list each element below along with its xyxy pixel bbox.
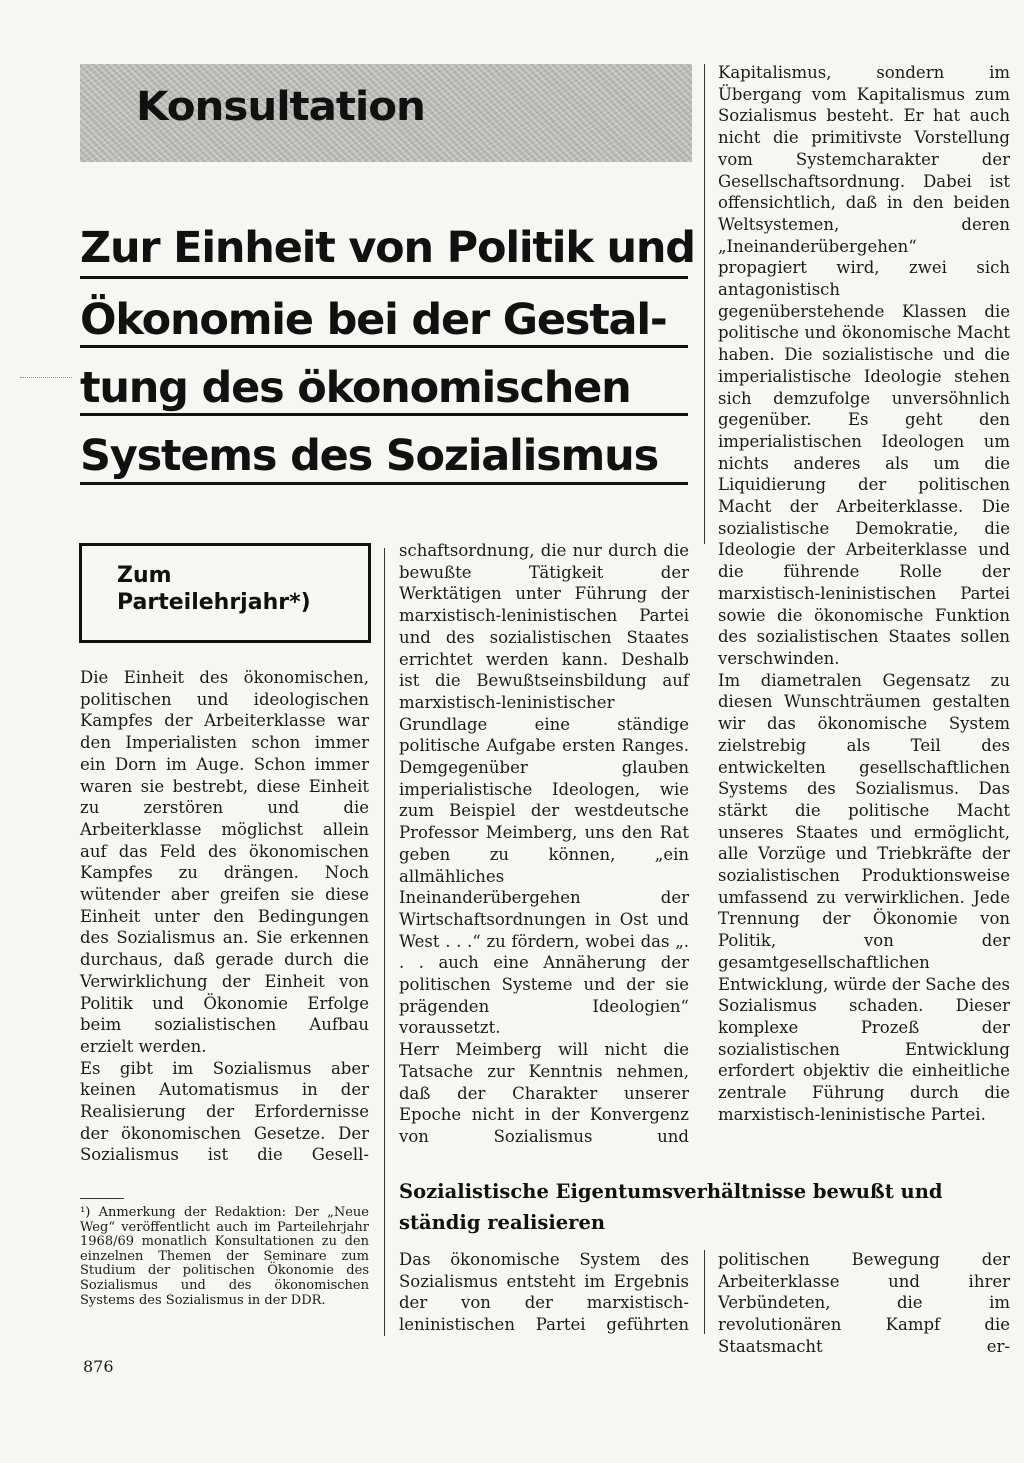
paragraph: Das ökonomische System des Sozialismus entsteht im Ergebnis der von der marxistisch-leninistischen Partei geführten xyxy=(399,1250,689,1335)
page-number: 876 xyxy=(83,1357,114,1376)
paragraph: Im diametralen Gegensatz zu diesen Wunschträumen gestalten wir das ökonomische System zielstrebig als Teil des entwickelten gesellschaftlichen Systems des Sozialismus. Das stärkt die politische Macht unseres Staates und ermöglicht, alle Vorzüge und Triebkräfte der sozialistischen Produktionsweise umfassend zu verwirklichen. Jede Trennung der Ökonomie von Politik, von der gesamtgesellschaftlichen Entwicklung, würde der Sache des Sozialismus schaden. Dieser komplexe Prozeß der sozialistischen Entwicklung erfordert objektiv die einheitliche zentrale Führung durch die marxistisch-leninistische Partei. xyxy=(718,670,1011,1124)
paragraph: schaftsordnung, die nur durch die bewußte Tätigkeit der Werktätigen unter Führung der marxistisch-leninistischen Partei und des sozialistischen Staates errichtet werden kann. Deshalb ist die Bewußtseinsbildung auf marxistisch-leninistischer Grundlage eine ständige politische Aufgabe ersten Ranges. Demgegenüber glauben imperialistische Ideologen, wie zum Beispiel der westdeutsche Professor Meimberg, uns den Rat geben zu können, „ein allmähliches Ineinanderübergehen der Wirtschaftsordnungen in Ost und West . . .“ zu fördern, wobei das „. . . auch eine Annäherung der politischen Systeme und der sie prägenden Ideologien“ voraussetzt. xyxy=(399,541,689,1038)
margin-mark xyxy=(20,377,72,378)
paragraph: Kapitalismus, sondern im Übergang vom Kapitalismus zum Sozialismus besteht. Er hat auch nicht die primitivste Vorstellung vom Systemcharakter der Gesellschaftsordnung. Dabei ist offensichtlich, daß in den beiden Weltsystemen, deren „Ineinanderübergehen“ propagiert wird, zwei sich antagonistisch gegenüberstehende Klassen die politische und ökonomische Macht haben. Die sozialistische und die imperialistische Ideologie stehen sich demzufolge unversöhnlich gegenüber. Es geht den imperialistischen Ideologen um nichts anderes als um die Liquidierung der politischen Macht der Arbeiterklasse. Die sozialistische Demokratie, die Ideologie der Arbeiterklasse und die führende Rolle der marxistisch-leninistischen Partei sowie die ökonomische Funktion des sozialistischen Staates sollen verschwinden. xyxy=(718,63,1010,668)
title-rule xyxy=(80,413,688,416)
footnote: ¹) Anmerkung der Redaktion: Der „Neue Weg“ veröffentlicht auch im Parteilehrjahr 1968/69 monatlich Konsultationen zu den einzelnen Themen der Seminare zum Studium der politischen Ökonomie des Sozialismus und des ökonomischen Systems des Sozialismus in der DDR. xyxy=(80,1205,369,1308)
text-column-1 xyxy=(80,667,369,1166)
paragraph: Herr Meimberg will nicht die Tatsache zur Kenntnis nehmen, daß der Charakter unserer Epoche nicht in der Konvergenz von Sozialismus und xyxy=(399,1040,689,1146)
series-box-line-1: Zum xyxy=(117,563,172,588)
text-column-2 xyxy=(399,540,689,1148)
text-column-4 xyxy=(399,1249,689,1336)
section-heading: Sozialistische Eigentumsverhältnisse bewußt und ständig realisieren xyxy=(399,1180,943,1234)
title-rule xyxy=(80,482,688,485)
text-column-5 xyxy=(718,1249,1010,1358)
article-title-line-4: Systems des Sozialismus xyxy=(80,431,658,481)
series-box-label xyxy=(117,562,311,616)
section-banner-label: Konsultation xyxy=(136,84,425,130)
article-title-line-2: Ökonomie bei der Gestal- xyxy=(80,295,667,345)
paragraph: Die Einheit des ökonomischen, politischen und ideologischen Kampfes der Arbeiterklasse war den Imperialisten schon immer ein Dorn im Auge. Schon immer waren sie bestrebt, diese Einheit zu zerstören und die Arbeiterklasse möglichst allein auf das Feld des ökonomischen Kampfes zu drängen. Noch wütender aber greifen sie diese Einheit unter den Bedingungen des Sozialismus an. Sie erkennen durchaus, daß gerade durch die Verwirklichung der Einheit von Politik und Ökonomie Erfolge beim sozialistischen Aufbau erzielt werden. xyxy=(80,668,369,1056)
footnote-rule xyxy=(80,1198,124,1199)
column-divider xyxy=(704,64,705,544)
text-column-3 xyxy=(718,62,1010,1125)
column-divider xyxy=(704,1250,705,1334)
paragraph: politischen Bewegung der Arbeiterklasse und ihrer Verbündeten, die im revolutionären Kampf die Staatsmacht er- xyxy=(718,1250,1010,1356)
article-title-line-1: Zur Einheit von Politik und xyxy=(80,223,695,273)
series-box-line-2: Parteilehrjahr*) xyxy=(117,590,311,615)
title-rule xyxy=(80,345,688,348)
title-rule xyxy=(80,276,688,279)
paragraph: Es gibt im Sozialismus aber keinen Automatismus in der Realisierung der Erfordernisse der ökonomischen Gesetze. Der Sozialismus ist die Gesell- xyxy=(80,1058,369,1165)
column-divider xyxy=(384,548,385,1336)
article-title-line-3: tung des ökonomischen xyxy=(80,363,631,413)
